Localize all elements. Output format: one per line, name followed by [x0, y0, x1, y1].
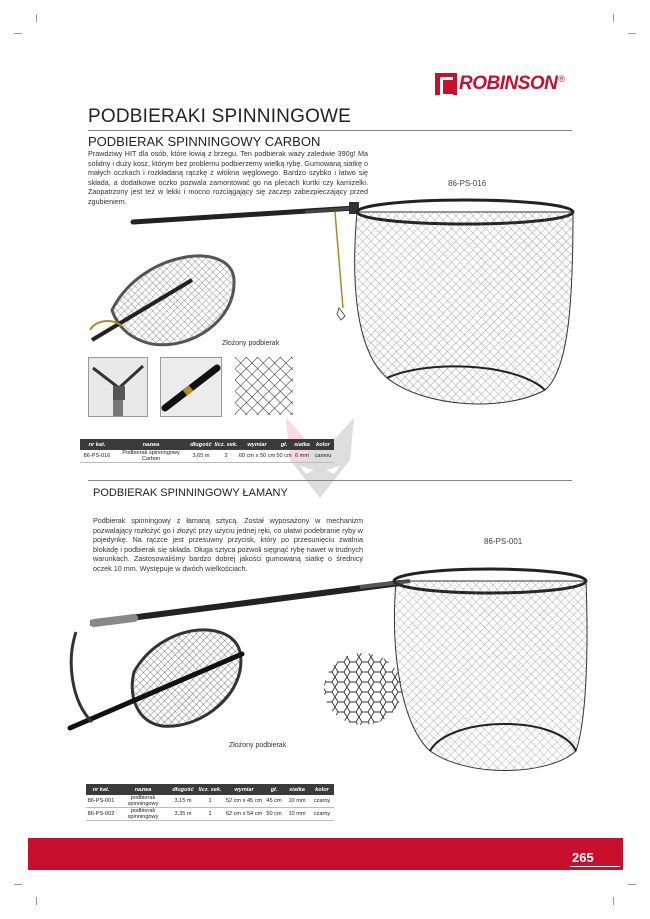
table-cell: 50 cm	[276, 450, 292, 463]
page-title: PODBIERAKI SPINNINGOWE	[88, 106, 352, 127]
section2-folded-caption: Złożony podbierak	[229, 742, 287, 749]
table-cell: 10 mm	[284, 795, 310, 808]
section-divider	[88, 480, 572, 481]
section1-product-code: 86-PS-016	[448, 179, 487, 188]
page-number-underline	[570, 866, 620, 867]
table-cell: 2	[214, 450, 238, 463]
handle-detail-image	[160, 357, 222, 417]
table-cell: 52 cm x 45 cm	[224, 795, 264, 808]
crop-mark	[613, 897, 614, 905]
table-header-cell: nr kat.	[86, 784, 116, 795]
table-header-cell: kolor	[312, 439, 334, 450]
section2-product-code: 86-PS-001	[484, 537, 523, 546]
table-header-cell: siatka	[292, 439, 312, 450]
table-header-cell: długość	[170, 784, 196, 795]
table-cell: podbierak spinningowy	[116, 808, 170, 821]
title-divider	[88, 130, 572, 131]
table-cell: 86-PS-016	[80, 450, 114, 463]
yoke-detail-image	[88, 357, 148, 417]
footer-bar	[28, 838, 623, 870]
crop-mark	[36, 897, 37, 905]
table-cell: 3,35 m	[170, 808, 196, 821]
section1-title: PODBIERAK SPINNINGOWY CARBON	[88, 134, 321, 149]
crop-mark	[628, 33, 636, 34]
carbon-folded-net-image	[82, 240, 242, 355]
section1-folded-caption: Złożony podbierak	[222, 340, 280, 347]
table-header-cell: siatka	[284, 784, 310, 795]
table-header-cell: licz. sek.	[196, 784, 224, 795]
table-header-cell: gł.	[276, 439, 292, 450]
table-header-row	[80, 439, 334, 450]
table-header-cell: gł.	[264, 784, 284, 795]
table-cell: 62 cm x 54 cm	[224, 808, 264, 821]
table-cell: 10 mm	[284, 808, 310, 821]
brand-logo	[435, 72, 583, 96]
table-cell: 45 cm	[264, 795, 284, 808]
table-header-cell: długość	[188, 439, 214, 450]
table-cell: 86-PS-001	[86, 795, 116, 808]
table-cell: 6 mm	[292, 450, 312, 463]
table-cell: 1	[196, 795, 224, 808]
table-row	[80, 450, 334, 463]
hex-mesh-detail-image	[323, 652, 403, 727]
crop-mark	[14, 33, 22, 34]
table-cell: camou	[312, 450, 334, 463]
crop-mark	[613, 14, 614, 22]
folding-folded-net-image	[62, 612, 252, 742]
table-header-cell: wymiar	[224, 784, 264, 795]
brand-registered-mark: ®	[558, 74, 566, 84]
table-header-cell: nr kat.	[80, 439, 114, 450]
table-header-row	[86, 784, 334, 795]
table-cell: 60 cm x 50 cm	[238, 450, 276, 463]
table-header-cell: kolor	[310, 784, 334, 795]
brand-name: ROBINSON	[459, 73, 558, 94]
table-header-cell: nazwa	[114, 439, 188, 450]
table-row	[86, 795, 334, 808]
table-cell: 50 cm	[264, 808, 284, 821]
mesh-detail-image	[235, 357, 293, 415]
crop-mark	[628, 884, 636, 885]
table-cell: 3,15 m	[170, 795, 196, 808]
table-cell: Podbierak spinningowy Carbon	[114, 450, 188, 463]
table-cell: podbierak spinningowy	[116, 795, 170, 808]
page-number: 265	[572, 850, 594, 865]
table-header-cell: licz. sek.	[214, 439, 238, 450]
section2-spec-table	[86, 784, 334, 821]
table-header-cell: nazwa	[116, 784, 170, 795]
table-cell: 86-PS-002	[86, 808, 116, 821]
table-cell: 1	[196, 808, 224, 821]
section1-description: Prawdziwy HIT dla osób, które łowią z brzegu. Ten podbierak waży zaledwie 390g! Ma solidny i duży kosz, którym bez problemu podbierzemy wielką rybę. Gumowaną siatkę o małych oczkach i rozkładaną rączkę z włókna węglowego. Bardzo szybko i łatwo się składa, a dodatkowe oczko pozwala zamontować go na plecach kurtki czy kamizelki. Zaopatrzony jest też w lekki i mocno rozciągający się zaczep zabezpieczający przed zgubieniem.	[88, 149, 368, 206]
crop-mark	[14, 884, 22, 885]
table-cell: czarny	[310, 808, 334, 821]
section2-description: Podbierak spinningowy z łamaną sztycą. Został wyposażony w mechanizm pozwalający rozłożyć go i złożyć przy użyciu jednej ręki, co ułatwi podebranie ryby w pojedynkę. Na rączce jest przesuwny przycisk, który po przesunięciu zwalnia blokadę i podbierak się składa. Długa sztyca pozwoli sięgnąć rybę nawet w trudnych warunkach. Zastosowaliśmy bardzo dobrej jakości gumowaną siatkę o średnicy oczek 10 mm. Występuje w dwóch wielkościach.	[93, 516, 363, 573]
table-cell: czarny	[310, 795, 334, 808]
table-cell: 3,65 m	[188, 450, 214, 463]
section1-spec-table	[80, 439, 334, 463]
table-row	[86, 808, 334, 821]
brand-mark-icon	[435, 73, 457, 95]
table-header-cell: wymiar	[238, 439, 276, 450]
crop-mark	[36, 14, 37, 22]
section2-title: PODBIERAK SPINNINGOWY ŁAMANY	[93, 487, 288, 499]
